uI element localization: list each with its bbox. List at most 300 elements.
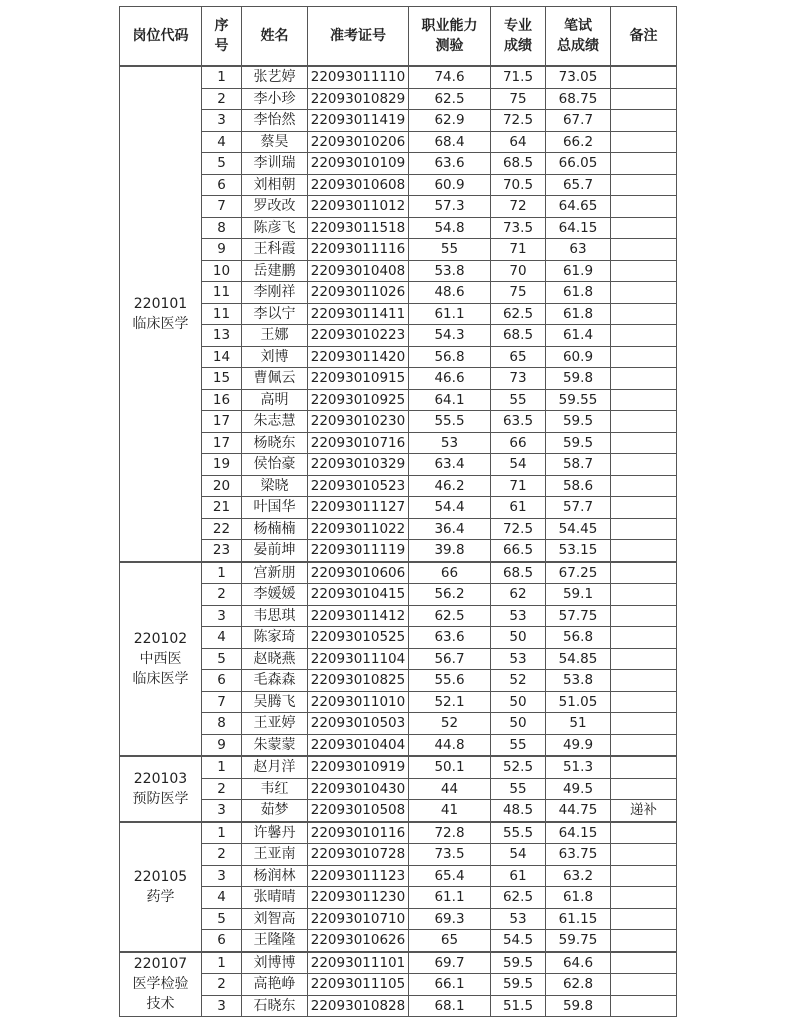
cell-ticket: 22093011105 (308, 974, 409, 996)
cell-aptitude: 56.8 (409, 346, 491, 368)
cell-total: 61.9 (546, 260, 611, 282)
cell-seq: 6 (202, 930, 242, 952)
cell-total: 59.55 (546, 389, 611, 411)
cell-ticket: 22093010116 (308, 822, 409, 844)
cell-ticket: 22093011010 (308, 691, 409, 713)
cell-remark (611, 887, 677, 909)
cell-professional: 68.5 (491, 562, 546, 584)
cell-remark (611, 518, 677, 540)
cell-total: 63 (546, 239, 611, 261)
cell-professional: 63.5 (491, 411, 546, 433)
post-group-cell (120, 952, 202, 1017)
table-row (120, 282, 677, 304)
cell-aptitude: 56.2 (409, 584, 491, 606)
table-row (120, 260, 677, 282)
table-row (120, 562, 677, 584)
cell-aptitude: 66 (409, 562, 491, 584)
table-row (120, 670, 677, 692)
cell-professional: 75 (491, 282, 546, 304)
cell-remark (611, 995, 677, 1017)
cell-name: 刘智高 (242, 908, 308, 930)
cell-aptitude: 69.7 (409, 952, 491, 974)
cell-name: 岳建鹏 (242, 260, 308, 282)
post-title: 预防医学 (132, 790, 189, 807)
cell-seq: 1 (202, 562, 242, 584)
cell-aptitude: 55.5 (409, 411, 491, 433)
cell-ticket: 22093010430 (308, 778, 409, 800)
cell-seq: 2 (202, 844, 242, 866)
cell-remark (611, 239, 677, 261)
cell-remark (611, 110, 677, 132)
table-row (120, 584, 677, 606)
cell-aptitude: 54.3 (409, 325, 491, 347)
table-row (120, 432, 677, 454)
post-title: 医学检验 技术 (132, 976, 189, 1013)
cell-aptitude: 64.1 (409, 389, 491, 411)
table-row (120, 974, 677, 996)
cell-aptitude: 73.5 (409, 844, 491, 866)
cell-ticket: 22093010828 (308, 995, 409, 1017)
cell-name: 高明 (242, 389, 308, 411)
cell-name: 李训瑞 (242, 153, 308, 175)
cell-remark (611, 540, 677, 562)
cell-aptitude: 54.8 (409, 217, 491, 239)
cell-total: 51 (546, 713, 611, 735)
post-group-cell (120, 822, 202, 952)
table-row (120, 497, 677, 519)
cell-remark (611, 368, 677, 390)
cell-name: 朱志慧 (242, 411, 308, 433)
cell-professional: 48.5 (491, 800, 546, 822)
cell-seq: 11 (202, 282, 242, 304)
cell-aptitude: 68.1 (409, 995, 491, 1017)
cell-professional: 62.5 (491, 887, 546, 909)
cell-total: 61.4 (546, 325, 611, 347)
cell-name: 赵月洋 (242, 756, 308, 778)
cell-aptitude: 41 (409, 800, 491, 822)
cell-ticket: 22093011022 (308, 518, 409, 540)
cell-name: 李刚祥 (242, 282, 308, 304)
cell-aptitude: 62.5 (409, 88, 491, 110)
cell-ticket: 22093010329 (308, 454, 409, 476)
cell-professional: 54.5 (491, 930, 546, 952)
cell-aptitude: 68.4 (409, 131, 491, 153)
cell-professional: 68.5 (491, 325, 546, 347)
cell-professional: 50 (491, 713, 546, 735)
cell-name: 李小珍 (242, 88, 308, 110)
cell-aptitude: 62.5 (409, 605, 491, 627)
cell-seq: 5 (202, 648, 242, 670)
cell-total: 64.15 (546, 822, 611, 844)
cell-total: 66.05 (546, 153, 611, 175)
cell-seq: 4 (202, 627, 242, 649)
cell-total: 56.8 (546, 627, 611, 649)
cell-professional: 59.5 (491, 952, 546, 974)
cell-name: 刘相朝 (242, 174, 308, 196)
cell-remark (611, 389, 677, 411)
cell-professional: 55 (491, 734, 546, 756)
cell-professional: 52 (491, 670, 546, 692)
cell-name: 李以宁 (242, 303, 308, 325)
cell-professional: 71.5 (491, 66, 546, 88)
cell-aptitude: 63.4 (409, 454, 491, 476)
cell-name: 王亚南 (242, 844, 308, 866)
cell-name: 刘博 (242, 346, 308, 368)
cell-total: 64.65 (546, 196, 611, 218)
cell-name: 王科霞 (242, 239, 308, 261)
cell-remark (611, 303, 677, 325)
table-row (120, 540, 677, 562)
cell-professional: 66 (491, 432, 546, 454)
cell-professional: 61 (491, 865, 546, 887)
cell-ticket: 22093010525 (308, 627, 409, 649)
cell-name: 陈家琦 (242, 627, 308, 649)
cell-ticket: 22093010728 (308, 844, 409, 866)
cell-total: 57.75 (546, 605, 611, 627)
table-row (120, 217, 677, 239)
cell-name: 杨楠楠 (242, 518, 308, 540)
cell-remark (611, 325, 677, 347)
table-row (120, 908, 677, 930)
cell-professional: 73 (491, 368, 546, 390)
cell-seq: 17 (202, 411, 242, 433)
cell-aptitude: 72.8 (409, 822, 491, 844)
cell-professional: 64 (491, 131, 546, 153)
cell-aptitude: 36.4 (409, 518, 491, 540)
cell-total: 59.8 (546, 368, 611, 390)
table-row (120, 389, 677, 411)
cell-ticket: 22093010915 (308, 368, 409, 390)
header-name: 姓名 (242, 7, 308, 67)
cell-total: 58.6 (546, 475, 611, 497)
cell-aptitude: 61.1 (409, 303, 491, 325)
cell-seq: 3 (202, 865, 242, 887)
cell-ticket: 22093010716 (308, 432, 409, 454)
cell-aptitude: 65.4 (409, 865, 491, 887)
cell-seq: 2 (202, 778, 242, 800)
cell-name: 杨晓东 (242, 432, 308, 454)
cell-name: 杨润林 (242, 865, 308, 887)
cell-remark (611, 282, 677, 304)
cell-ticket: 22093011104 (308, 648, 409, 670)
cell-remark (611, 584, 677, 606)
cell-professional: 72.5 (491, 110, 546, 132)
cell-remark (611, 734, 677, 756)
header-ticket: 准考证号 (308, 7, 409, 67)
cell-professional: 50 (491, 691, 546, 713)
cell-seq: 1 (202, 756, 242, 778)
table-row (120, 174, 677, 196)
table-row (120, 325, 677, 347)
cell-ticket: 22093010523 (308, 475, 409, 497)
cell-seq: 1 (202, 952, 242, 974)
group-220103 (120, 756, 677, 822)
cell-aptitude: 55.6 (409, 670, 491, 692)
cell-name: 李媛媛 (242, 584, 308, 606)
cell-remark (611, 627, 677, 649)
header-post-code: 岗位代码 (120, 7, 202, 67)
post-group-cell (120, 66, 202, 562)
cell-professional: 71 (491, 239, 546, 261)
cell-name: 曹佩云 (242, 368, 308, 390)
table-row (120, 756, 677, 778)
cell-name: 蔡昊 (242, 131, 308, 153)
cell-name: 张艺婷 (242, 66, 308, 88)
cell-ticket: 22093010508 (308, 800, 409, 822)
cell-professional: 72.5 (491, 518, 546, 540)
cell-professional: 70.5 (491, 174, 546, 196)
cell-ticket: 22093011127 (308, 497, 409, 519)
header-professional: 专业 成绩 (491, 7, 546, 67)
cell-seq: 13 (202, 325, 242, 347)
table-row (120, 196, 677, 218)
cell-remark (611, 454, 677, 476)
cell-total: 61.8 (546, 282, 611, 304)
cell-total: 63.2 (546, 865, 611, 887)
group-220105 (120, 822, 677, 952)
cell-aptitude: 46.6 (409, 368, 491, 390)
cell-seq: 6 (202, 174, 242, 196)
cell-total: 53.8 (546, 670, 611, 692)
cell-total: 66.2 (546, 131, 611, 153)
cell-ticket: 22093011026 (308, 282, 409, 304)
cell-seq: 10 (202, 260, 242, 282)
table-row (120, 952, 677, 974)
cell-name: 毛森森 (242, 670, 308, 692)
cell-remark (611, 475, 677, 497)
table-row (120, 454, 677, 476)
post-group-cell (120, 756, 202, 822)
header-total: 笔试 总成绩 (546, 7, 611, 67)
cell-ticket: 22093010608 (308, 174, 409, 196)
table-row (120, 303, 677, 325)
cell-ticket: 22093010829 (308, 88, 409, 110)
table-row (120, 887, 677, 909)
cell-total: 58.7 (546, 454, 611, 476)
cell-remark (611, 196, 677, 218)
table-row (120, 411, 677, 433)
header-remark: 备注 (611, 7, 677, 67)
group-220107 (120, 952, 677, 1017)
cell-seq: 2 (202, 584, 242, 606)
table-row (120, 778, 677, 800)
cell-total: 64.6 (546, 952, 611, 974)
table-row (120, 822, 677, 844)
cell-professional: 73.5 (491, 217, 546, 239)
cell-aptitude: 60.9 (409, 174, 491, 196)
cell-remark (611, 865, 677, 887)
cell-aptitude: 46.2 (409, 475, 491, 497)
cell-aptitude: 69.3 (409, 908, 491, 930)
cell-ticket: 22093010109 (308, 153, 409, 175)
cell-remark (611, 153, 677, 175)
cell-ticket: 22093011116 (308, 239, 409, 261)
cell-remark: 递补 (611, 800, 677, 822)
cell-ticket: 22093011123 (308, 865, 409, 887)
table-row (120, 346, 677, 368)
cell-name: 梁晓 (242, 475, 308, 497)
post-title: 药学 (146, 888, 175, 905)
cell-remark (611, 174, 677, 196)
cell-name: 韦思琪 (242, 605, 308, 627)
cell-name: 韦红 (242, 778, 308, 800)
table-row (120, 734, 677, 756)
cell-name: 朱蒙蒙 (242, 734, 308, 756)
table-row (120, 131, 677, 153)
cell-remark (611, 411, 677, 433)
cell-seq: 3 (202, 995, 242, 1017)
cell-seq: 3 (202, 110, 242, 132)
cell-remark (611, 713, 677, 735)
cell-remark (611, 930, 677, 952)
cell-total: 59.5 (546, 411, 611, 433)
cell-remark (611, 974, 677, 996)
cell-ticket: 22093010415 (308, 584, 409, 606)
table-row (120, 995, 677, 1017)
cell-seq: 11 (202, 303, 242, 325)
cell-total: 62.8 (546, 974, 611, 996)
cell-seq: 7 (202, 691, 242, 713)
cell-professional: 72 (491, 196, 546, 218)
table-row (120, 648, 677, 670)
cell-aptitude: 74.6 (409, 66, 491, 88)
table-row (120, 930, 677, 952)
cell-name: 茹梦 (242, 800, 308, 822)
cell-ticket: 22093010606 (308, 562, 409, 584)
group-220101 (120, 66, 677, 562)
cell-seq: 5 (202, 153, 242, 175)
cell-name: 赵晓燕 (242, 648, 308, 670)
cell-remark (611, 822, 677, 844)
cell-name: 许馨丹 (242, 822, 308, 844)
post-code: 220101 (133, 295, 188, 312)
cell-total: 54.85 (546, 648, 611, 670)
cell-total: 64.15 (546, 217, 611, 239)
cell-name: 高艳峥 (242, 974, 308, 996)
cell-seq: 1 (202, 822, 242, 844)
cell-total: 51.05 (546, 691, 611, 713)
cell-professional: 53 (491, 648, 546, 670)
cell-total: 63.75 (546, 844, 611, 866)
cell-ticket: 22093010503 (308, 713, 409, 735)
cell-total: 59.8 (546, 995, 611, 1017)
cell-total: 59.5 (546, 432, 611, 454)
cell-seq: 7 (202, 196, 242, 218)
cell-seq: 9 (202, 734, 242, 756)
table-row (120, 239, 677, 261)
post-code: 220103 (133, 770, 188, 787)
cell-aptitude: 54.4 (409, 497, 491, 519)
cell-ticket: 22093011518 (308, 217, 409, 239)
cell-name: 王隆隆 (242, 930, 308, 952)
cell-remark (611, 497, 677, 519)
cell-seq: 22 (202, 518, 242, 540)
cell-seq: 9 (202, 239, 242, 261)
cell-seq: 8 (202, 217, 242, 239)
cell-remark (611, 756, 677, 778)
cell-seq: 3 (202, 605, 242, 627)
table-row (120, 865, 677, 887)
cell-total: 49.5 (546, 778, 611, 800)
cell-total: 61.15 (546, 908, 611, 930)
table-row (120, 627, 677, 649)
cell-aptitude: 52.1 (409, 691, 491, 713)
cell-name: 吴腾飞 (242, 691, 308, 713)
cell-professional: 65 (491, 346, 546, 368)
cell-aptitude: 44 (409, 778, 491, 800)
cell-total: 61.8 (546, 303, 611, 325)
cell-seq: 2 (202, 88, 242, 110)
cell-remark (611, 648, 677, 670)
cell-remark (611, 908, 677, 930)
cell-ticket: 22093010408 (308, 260, 409, 282)
cell-aptitude: 53.8 (409, 260, 491, 282)
cell-total: 44.75 (546, 800, 611, 822)
cell-professional: 55 (491, 778, 546, 800)
cell-aptitude: 65 (409, 930, 491, 952)
cell-total: 68.75 (546, 88, 611, 110)
cell-aptitude: 56.7 (409, 648, 491, 670)
cell-seq: 8 (202, 713, 242, 735)
table-row (120, 110, 677, 132)
cell-seq: 14 (202, 346, 242, 368)
cell-remark (611, 778, 677, 800)
cell-aptitude: 66.1 (409, 974, 491, 996)
cell-professional: 50 (491, 627, 546, 649)
cell-name: 王亚婷 (242, 713, 308, 735)
cell-remark (611, 562, 677, 584)
cell-ticket: 22093011110 (308, 66, 409, 88)
table-row (120, 368, 677, 390)
cell-seq: 15 (202, 368, 242, 390)
cell-name: 晏前坤 (242, 540, 308, 562)
cell-name: 叶国华 (242, 497, 308, 519)
cell-total: 57.7 (546, 497, 611, 519)
cell-ticket: 22093010230 (308, 411, 409, 433)
cell-seq: 4 (202, 131, 242, 153)
cell-aptitude: 57.3 (409, 196, 491, 218)
cell-ticket: 22093010404 (308, 734, 409, 756)
cell-aptitude: 39.8 (409, 540, 491, 562)
cell-aptitude: 63.6 (409, 627, 491, 649)
cell-professional: 70 (491, 260, 546, 282)
table-row (120, 605, 677, 627)
cell-seq: 19 (202, 454, 242, 476)
table-row (120, 800, 677, 822)
post-group-cell (120, 562, 202, 757)
cell-seq: 21 (202, 497, 242, 519)
cell-name: 侯怡豪 (242, 454, 308, 476)
cell-total: 53.15 (546, 540, 611, 562)
group-220102 (120, 562, 677, 757)
table-row (120, 844, 677, 866)
cell-professional: 62.5 (491, 303, 546, 325)
cell-seq: 20 (202, 475, 242, 497)
cell-aptitude: 55 (409, 239, 491, 261)
cell-total: 59.75 (546, 930, 611, 952)
cell-total: 54.45 (546, 518, 611, 540)
post-title: 中西医 临床医学 (132, 650, 189, 687)
cell-remark (611, 844, 677, 866)
table-row (120, 66, 677, 88)
cell-remark (611, 66, 677, 88)
cell-total: 67.25 (546, 562, 611, 584)
cell-seq: 23 (202, 540, 242, 562)
cell-name: 李怡然 (242, 110, 308, 132)
cell-ticket: 22093011119 (308, 540, 409, 562)
post-title: 临床医学 (132, 315, 189, 332)
cell-ticket: 22093011420 (308, 346, 409, 368)
